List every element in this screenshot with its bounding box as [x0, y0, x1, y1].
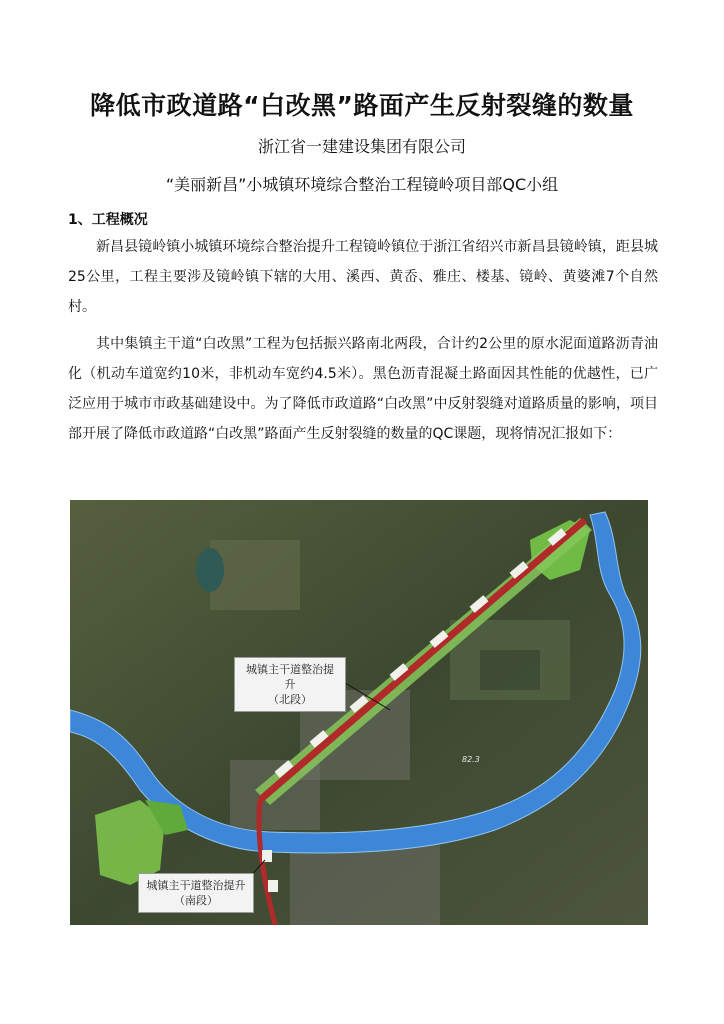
pond [196, 548, 224, 592]
project-subtitle: “美丽新昌”小城镇环境综合整治工程镜岭项目部QC小组 [165, 175, 559, 194]
callout-south-line1: 城镇主干道整治提升 [146, 879, 246, 892]
callout-south-line2: （南段） [174, 894, 218, 907]
terrain-patch [480, 650, 540, 690]
section-heading: 1、工程概况 [68, 212, 148, 228]
aerial-map-graphic [70, 500, 648, 925]
page-title: 降低市政道路“白改黑”路面产生反射裂缝的数量 [90, 91, 634, 120]
paragraph-2: 其中集镇主干道“白改黑”工程为包括振兴路南北两段，合计约2公里的原水泥面道路沥青油化（机动车道宽约10米，非机动车宽约4.5米）。黑色沥青混凝土路面因其性能的优越性，已广泛应用于城市市政基础建设中。为了降低市政道路“白改黑”中反射裂缝对道路质量的影响，项目部开展了降低市政道路“白改黑”路面产生反射裂缝的数量的QC课题，现将情况汇报如下： [68, 336, 658, 442]
company-subtitle: 浙江省一建建设集团有限公司 [257, 137, 466, 156]
project-map-image [70, 500, 648, 925]
callout-south [138, 873, 254, 913]
callout-north-line1: 城镇主干道整治提升 [246, 663, 334, 691]
callout-north [234, 657, 346, 712]
paragraph-1: 新昌县镜岭镇小城镇环境综合整治提升工程镜岭镇位于浙江省绍兴市新昌县镜岭镇，距县城25公里，工程主要涉及镜岭镇下辖的大用、溪西、黄岙、雅庄、楼基、镜岭、黄婆滩7个自然村。 [68, 239, 658, 315]
elevation-label: 82.3 [462, 755, 480, 764]
callout-north-line2: （北段） [268, 693, 312, 706]
